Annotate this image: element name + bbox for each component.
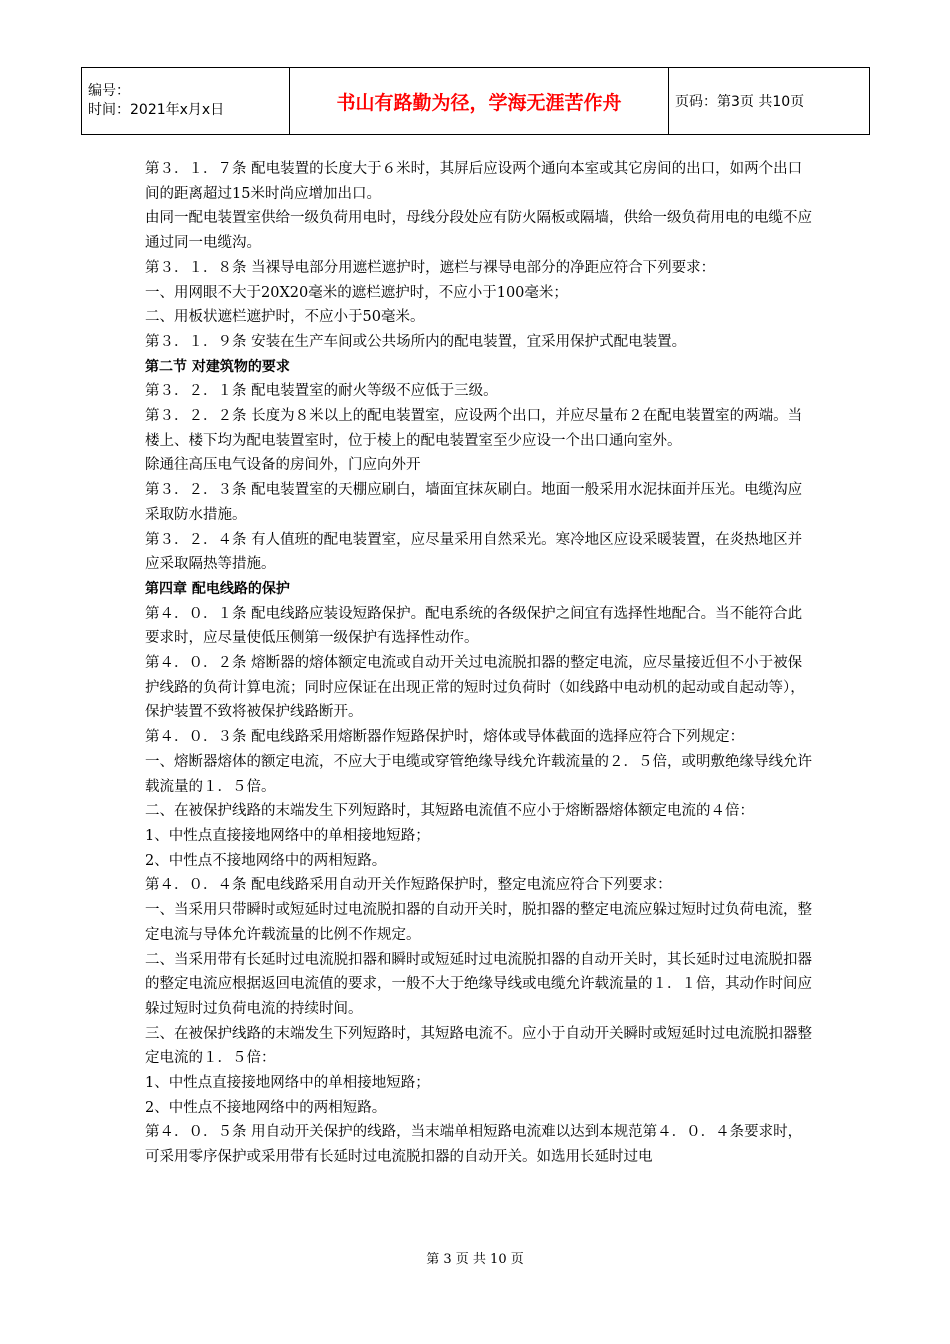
- document-number-label: 编号：: [88, 83, 130, 99]
- section-heading: 第二节 对建筑物的要求: [145, 358, 290, 375]
- body-paragraph: 第４．０．４条 配电线路采用自动开关作短路保护时，整定电流应符合下列要求：: [145, 877, 672, 894]
- body-paragraph: 第３．２．２条 长度为８米以上的配电装置室，应设两个出口，并应尽量布２在配电装置室的两端。当楼上、楼下均为配电装置室时，位于棱上的配电装置室至少应设一个出口通向室外。: [145, 408, 803, 449]
- section-heading: 第四章 配电线路的保护: [145, 580, 290, 597]
- body-paragraph: 1、中性点直接接地网络中的单相接地短路；: [145, 827, 430, 844]
- document-body: [145, 157, 815, 1170]
- body-paragraph: 2、中性点不接地网络中的两相短路。: [145, 852, 387, 869]
- body-paragraph: 一、熔断器熔体的额定电流，不应大于电缆或穿管绝缘导线允许载流量的２．５倍，或明敷绝缘导线允许载流量的１．５倍。: [145, 753, 812, 795]
- body-paragraph: 一、当采用只带瞬时或短延时过电流脱扣器的自动开关时，脱扣器的整定电流应躲过短时过负荷电流，整定电流与导体允许载流量的比例不作规定。: [145, 902, 812, 943]
- header-page-number: 页码：第3页 共10页: [669, 68, 870, 135]
- body-paragraph: 二、在被保护线路的末端发生下列短路时，其短路电流值不应小于熔断器熔体额定电流的４倍：: [145, 803, 754, 820]
- body-paragraph: 二、用板状遮栏遮护时，不应小于50毫米。: [145, 309, 425, 326]
- body-paragraph: 第３．１．８条 当裸导电部分用遮栏遮护时，遮栏与裸导电部分的净距应符合下列要求：: [145, 259, 716, 276]
- body-paragraph: 第４．０．５条 用自动开关保护的线路，当末端单相短路电流难以达到本规范第４．０．４条要求时，可采用零序保护或采用带有长延时过电流脱扣器的自动开关。如选用长延时过电: [145, 1124, 803, 1166]
- body-paragraph: 第３．１．９条 安装在生产车间或公共场所内的配电装置，宜采用保护式配电装置。: [145, 333, 687, 350]
- header-motto: 书山有路勤为径，学海无涯苦作舟: [290, 68, 669, 135]
- body-paragraph: 由同一配电装置室供给一级负荷用电时，母线分段处应有防火隔板或隔墙，供给一级负荷用电的电缆不应通过同一电缆沟。: [145, 210, 812, 252]
- body-paragraph: 第３．２．１条 配电装置室的耐火等级不应低于三级。: [145, 383, 498, 400]
- body-paragraph: 第４．０．２条 熔断器的熔体额定电流或自动开关过电流脱扣器的整定电流，应尽量接近但不小于被保护线路的负荷计算电流；同时应保证在出现正常的短时过负荷时（如线路中电动机的起动或自起动等），保护装置不致将被保护线路断开。: [145, 655, 805, 721]
- body-paragraph: 第４．０．１条 配电线路应装设短路保护。配电系统的各级保护之间宜有选择性地配合。当不能符合此要求时，应尽量使低压侧第一级保护有选择性动作。: [145, 605, 803, 647]
- body-paragraph: 第３．２．４条 有人值班的配电装置室，应尽量采用自然采光。寒冷地区应设采暖装置，在炎热地区并应采取隔热等措施。: [145, 531, 803, 573]
- body-paragraph: 第４．０．３条 配电线路采用熔断器作短路保护时，熔体或导体截面的选择应符合下列规定：: [145, 729, 745, 746]
- page-footer: 第 3 页 共 10 页: [426, 1252, 524, 1267]
- body-paragraph: 2、中性点不接地网络中的两相短路。: [145, 1099, 387, 1116]
- body-paragraph: 第３．２．３条 配电装置室的天棚应刷白，墙面宜抹灰刷白。地面一般采用水泥抹面并压光。电缆沟应采取防水措施。: [145, 482, 803, 523]
- page-header: [81, 67, 870, 135]
- body-paragraph: 二、当采用带有长延时过电流脱扣器和瞬时或短延时过电流脱扣器的自动开关时，其长延时过电流脱扣器的整定电流应根据返回电流值的要求，一般不大于绝缘导线或电缆允许载流量的１．１倍，其动作时间应躲过短时过负荷电流的持续时间。: [145, 951, 812, 1017]
- body-paragraph: 1、中性点直接接地网络中的单相接地短路；: [145, 1075, 430, 1092]
- body-paragraph: 除通往高压电气设备的房间外，门应向外开: [145, 457, 421, 474]
- document-date-label: 时间：2021年x月x日: [88, 102, 225, 118]
- body-paragraph: 第３．１．７条 配电装置的长度大于６米时，其屏后应设两个通向本室或其它房间的出口，如两个出口间的距离超过15米时尚应增加出口。: [145, 161, 803, 202]
- body-paragraph: 三、在被保护线路的末端发生下列短路时，其短路电流不。应小于自动开关瞬时或短延时过电流脱扣器整定电流的１．５倍：: [145, 1025, 812, 1067]
- body-paragraph: 一、用网眼不大于20X20毫米的遮栏遮护时，不应小于100毫米；: [145, 284, 568, 301]
- header-left-cell: [82, 68, 290, 135]
